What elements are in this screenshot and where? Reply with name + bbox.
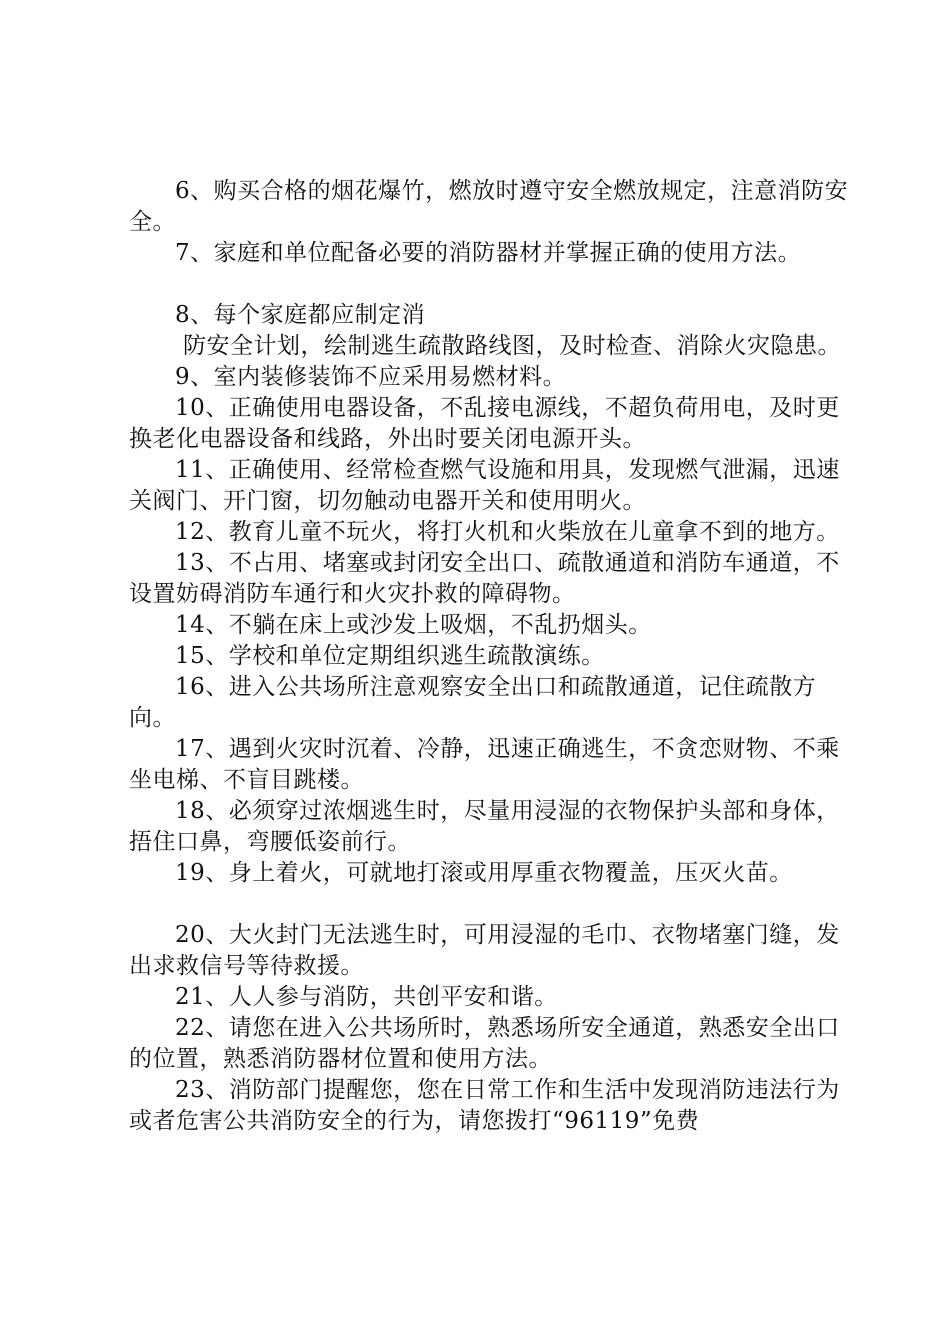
paragraph-6: 6、购买合格的烟花爆竹，燃放时遵守安全燃放规定，注意消防安全。 <box>129 178 849 235</box>
paragraph-23: 23、消防部门提醒您，您在日常工作和生活中发现消防违法行为或者危害公共消防安全的行为，请您拨打“96119”免费 <box>129 1077 840 1134</box>
paragraph-18: 18、必须穿过浓烟逃生时，尽量用浸湿的衣物保护头部和身体，捂住口鼻，弯腰低姿前行。 <box>129 798 840 855</box>
paragraph-20: 20、大火封门无法逃生时，可用浸湿的毛巾、衣物堵塞门缝，发出求救信号等待救援。 <box>129 922 840 979</box>
paragraph-7: 7、家庭和单位配备必要的消防器材并掌握正确的使用方法。 <box>175 240 802 266</box>
document-body <box>129 176 849 1137</box>
paragraph-10: 10、正确使用电器设备，不乱接电源线，不超负荷用电，及时更换老化电器设备和线路，外出时要关闭电源开头。 <box>129 395 840 452</box>
paragraph-16: 16、进入公共场所注意观察安全出口和疏散通道，记住疏散方向。 <box>129 674 817 731</box>
paragraph-13: 13、不占用、堵塞或封闭安全出口、疏散通道和消防车通道，不设置妨碍消防车通行和火灾扑救的障碍物。 <box>129 550 840 607</box>
paragraph-14: 14、不躺在床上或沙发上吸烟，不乱扔烟头。 <box>175 612 652 638</box>
paragraph-17: 17、遇到火灾时沉着、冷静，迅速正确逃生，不贪恋财物、不乘坐电梯、不盲目跳楼。 <box>129 736 840 793</box>
paragraph-8-body: 防安全计划，绘制逃生疏散路线图，及时检查、消除火灾隐患。 <box>183 333 841 359</box>
blank-line <box>129 889 849 920</box>
paragraph-21: 21、人人参与消防，共创平安和谐。 <box>175 984 558 1010</box>
paragraph-9: 9、室内装修装饰不应采用易燃材料。 <box>175 364 567 390</box>
paragraph-11: 11、正确使用、经常检查燃气设施和用具，发现燃气泄漏，迅速关阀门、开门窗，切勿触动电器开关和使用明火。 <box>129 457 840 514</box>
paragraph-15: 15、学校和单位定期组织逃生疏散演练。 <box>175 643 605 669</box>
paragraph-19: 19、身上着火，可就地打滚或用厚重衣物覆盖，压灭火苗。 <box>175 860 793 886</box>
paragraph-12: 12、教育儿童不玩火，将打火机和火柴放在儿童拿不到的地方。 <box>175 519 840 545</box>
paragraph-8-heading: 8、每个家庭都应制定消 <box>175 302 426 328</box>
blank-line <box>129 269 849 300</box>
paragraph-22: 22、请您在进入公共场所时，熟悉场所安全通道，熟悉安全出口的位置，熟悉消防器材位置和使用方法。 <box>129 1015 840 1072</box>
